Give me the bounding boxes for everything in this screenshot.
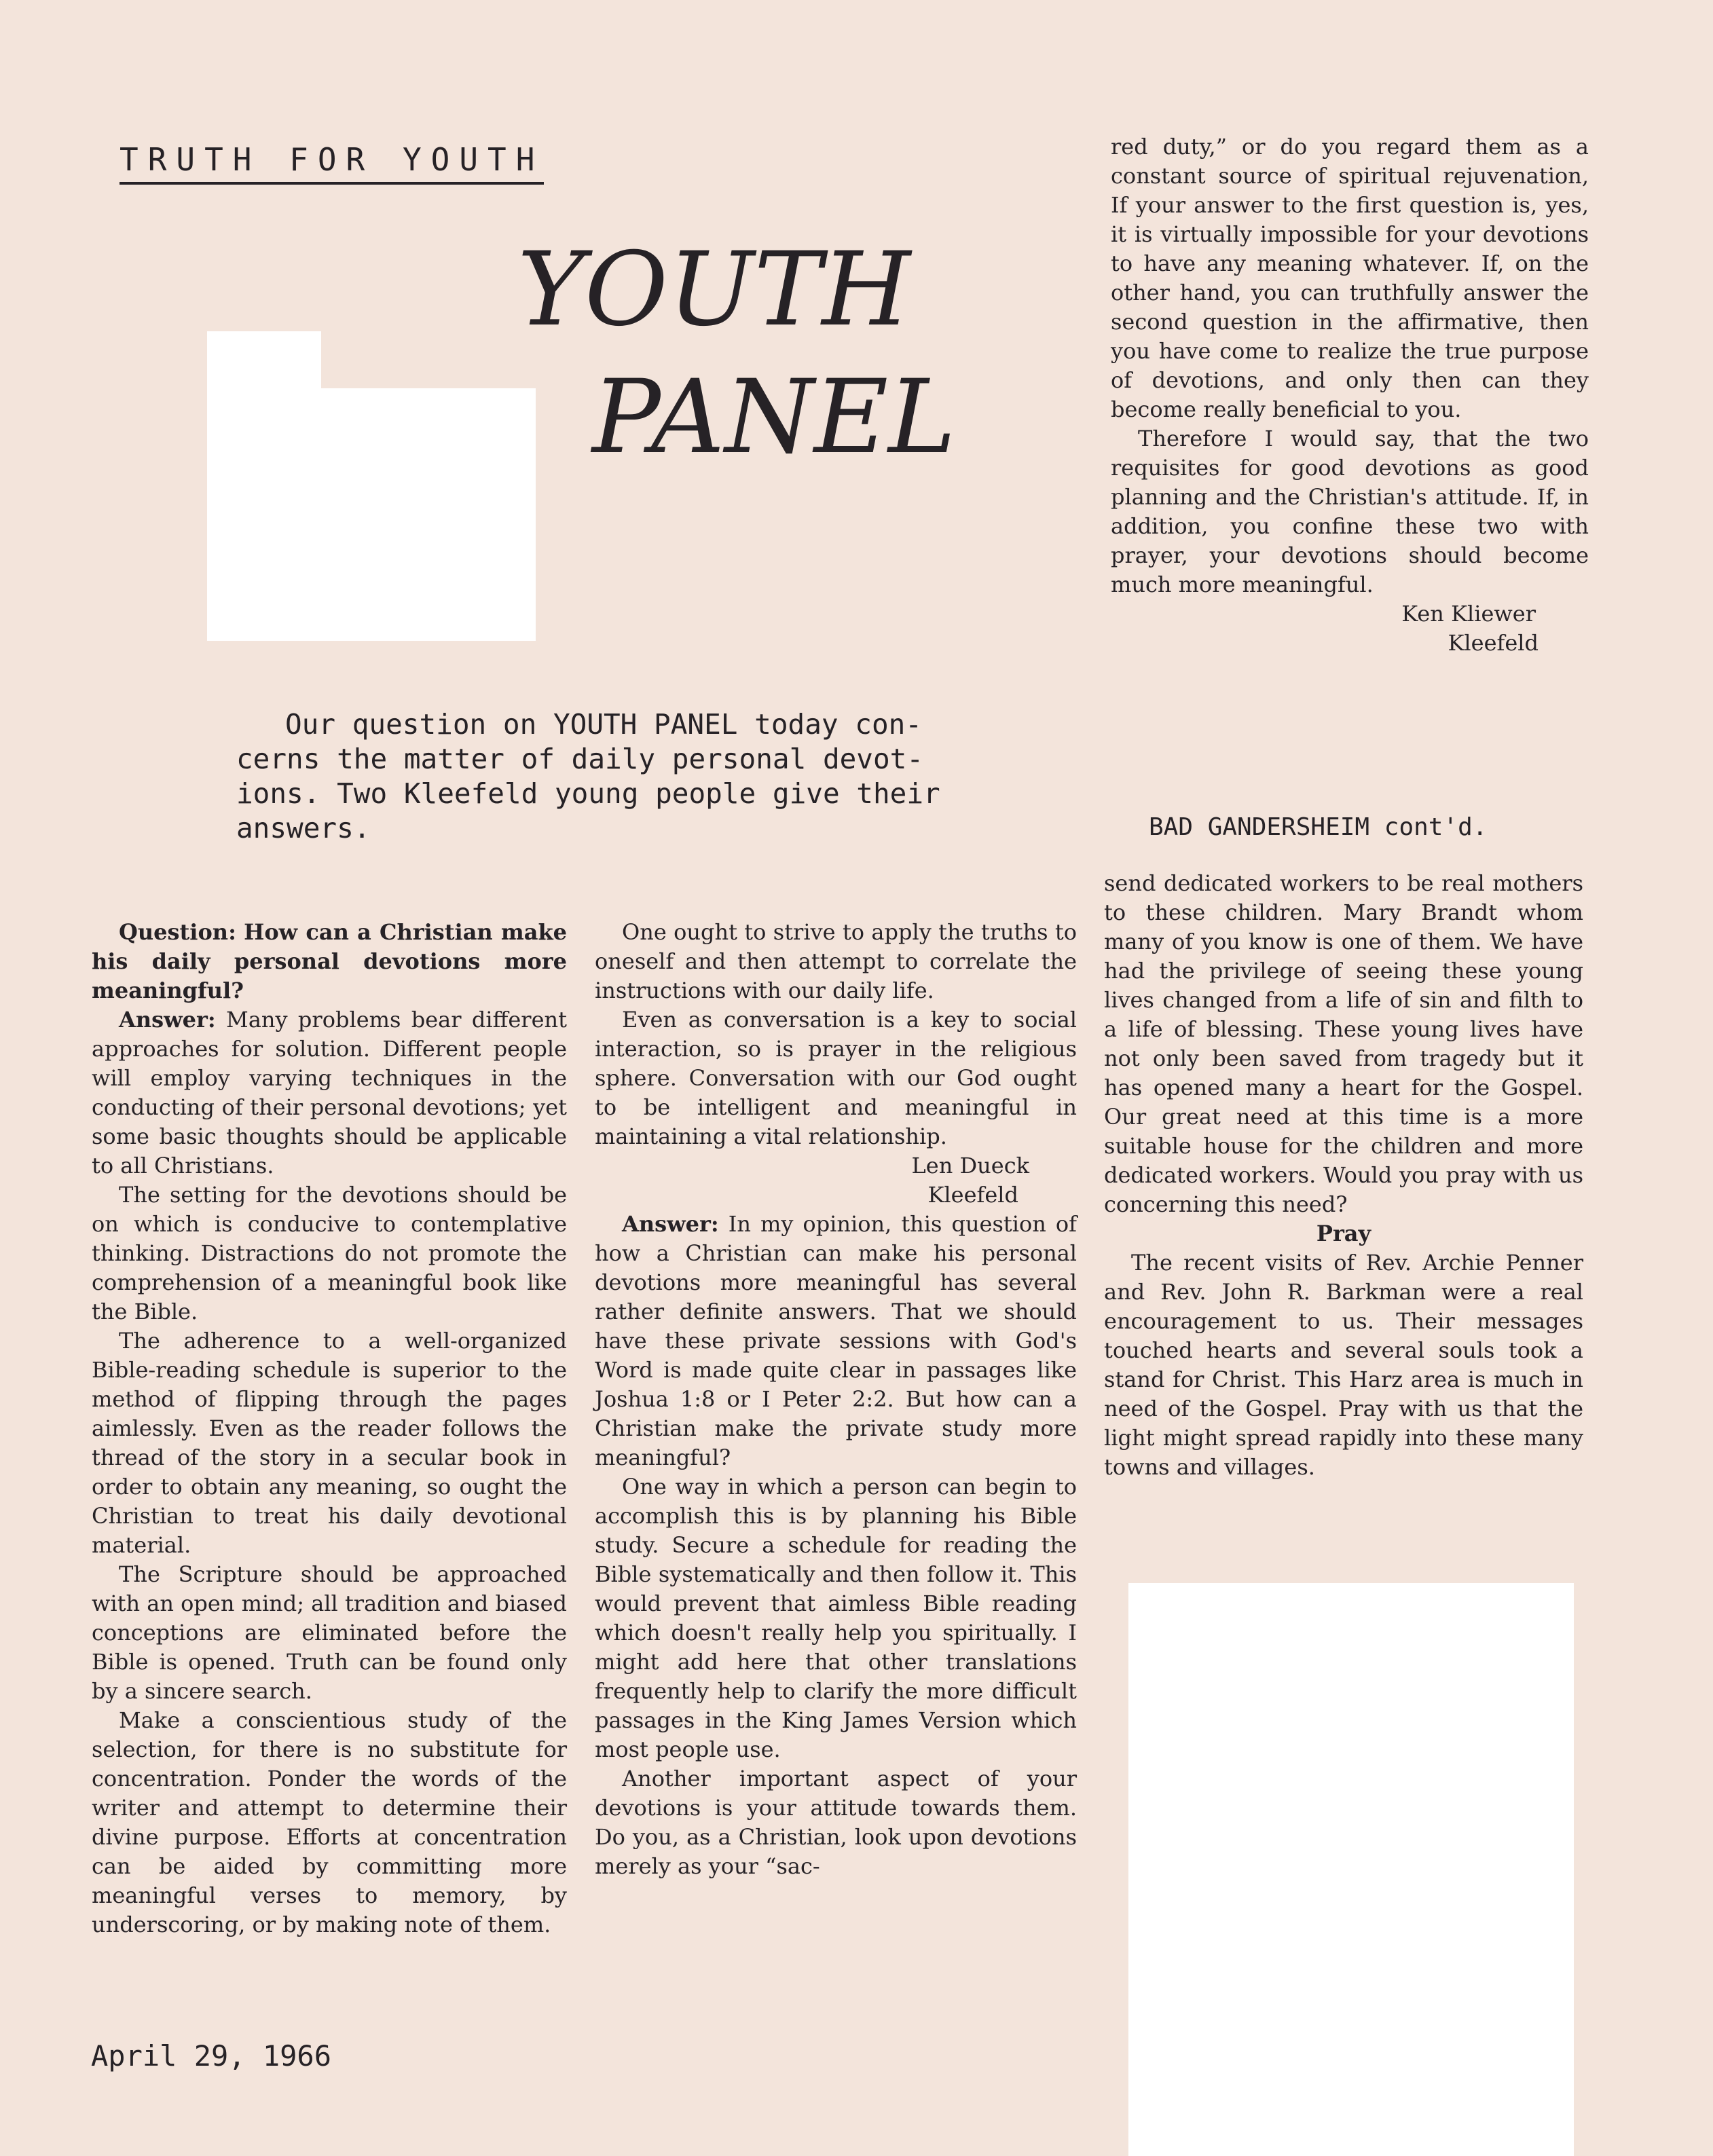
column-1	[92, 918, 567, 1939]
body-paragraph: One ought to strive to apply the truths to oneself and then attempt to correlate the instructions with our daily life.	[595, 919, 1077, 1003]
body-paragraph: Therefore I would say, that the two requisites for good devotions as good planning and the Christian's attitude. If, in addition, you confine these two with prayer, your devotions should become much more meaningful.	[1111, 426, 1589, 597]
body-paragraph: send dedicated workers to be real mothers to these children. Mary Brandt whom many of you know is one of them. We have had the privilege of seeing these young lives changed from a life of sin and filth to a life of blessing. These young lives have not only been saved from tragedy but it has opened many a heart for the Gospel. Our great need at this time is a more suitable house for the children and more dedicated workers. Would you pray with us concerning this need?	[1104, 870, 1583, 1217]
redacted-photo-bottom	[1128, 1583, 1574, 2156]
question-paragraph	[92, 918, 567, 1005]
signature-name: Len Dueck	[911, 1153, 1029, 1178]
signature-place: Kleefeld	[927, 1182, 1018, 1208]
answer-label: Answer:	[622, 1211, 719, 1237]
answer-text: Many problems bear different approaches for solution. Different people will employ varying techniques in the conducting of their personal devotions; yet some basic thoughts should be applicable to all Christians.	[92, 1007, 568, 1178]
question-label: Question:	[119, 919, 236, 945]
answer-text: In my opinion, this question of how a Christian can make his personal devotions more meaningful has several rather definite answers. That we should have these private sessions with God's Word is made quite clear in passages like Joshua 1:8 or I Peter 2:2. But how can a Christian make the private study more meaningful?	[595, 1211, 1077, 1470]
body-paragraph: red duty,” or do you regard them as a constant source of spiritual rejuvenation, If your answer to the first question is, yes, it is virtually impossible for your devotions to have any meaning whatever. If, on the other hand, you can truthfully answer the second question in the affirmative, then you have come to realize the true purpose of devotions, and only then can they become really beneficial to you.	[1111, 134, 1589, 422]
body-paragraph: The setting for the devotions should be on which is conducive to contemplative thinking. Distractions do not promote the comprehension of a meaningful book like the Bible.	[92, 1182, 567, 1324]
body-paragraph: Another important aspect of your devotions is your attitude towards them. Do you, as a Christian, look upon devotions merely as your “sac-	[595, 1766, 1077, 1879]
signature-place: Kleefeld	[1448, 630, 1539, 656]
column-3-top	[1111, 132, 1589, 658]
intro-line: ions. Two Kleefeld young people give their	[236, 777, 940, 810]
body-paragraph: The adherence to a well-organized Bible-reading schedule is superior to the method of flipping through the pages aimlessly. Even as the reader follows the thread of the story in a secular book in order to obtain any meaning, so ought the Christian to treat his daily devotional material.	[92, 1328, 567, 1558]
body-paragraph: The recent visits of Rev. Archie Penner and Rev. John R. Barkman were a real encouragement to us. Their messages touched hearts and several souls took a stand for Christ. This Harz area is much in need of the Gospel. Pray with us that the light might spread rapidly into these many towns and villages.	[1104, 1250, 1583, 1480]
section-kicker: TRUTH FOR YOUTH	[119, 141, 544, 185]
redacted-photo-top-tab	[207, 331, 321, 392]
intro-line: cerns the matter of daily personal devot-	[236, 743, 924, 775]
body-paragraph: The Scripture should be approached with an open mind; all tradition and biased conceptions are eliminated before the Bible is opened. Truth can be found only by a sincere search.	[92, 1561, 568, 1704]
answer-label: Answer:	[119, 1007, 216, 1033]
redacted-photo-top	[207, 388, 536, 641]
body-paragraph: One way in which a person can begin to accomplish this is by planning his Bible study. Secure a schedule for reading the Bible systematically and then follow it. This would prevent that aimless Bible reading which doesn't really help you spiritually. I might add here that other translations frequently help to clarify the more difficult passages in the King James Version which most people use.	[595, 1474, 1077, 1762]
page-title-line-2: PANEL	[592, 358, 956, 477]
body-paragraph: Make a conscientious study of the selection, for there is no substitute for concentration. Ponder the words of the writer and attempt to determine their divine purpose. Efforts at concentration can be aided by committing more meaningful verses to memory, by underscoring, or by making note of them.	[92, 1707, 567, 1937]
issue-date: April 29, 1966	[91, 2039, 332, 2073]
signature-name: Ken Kliewer	[1401, 601, 1536, 627]
intro-line: answers.	[236, 812, 371, 844]
intro-paragraph	[236, 707, 970, 846]
body-paragraph: Even as conversation is a key to social interaction, so is prayer in the religious sphere. Conversation with our God ought to be intelligent and meaningful in maintaining a vital relationship.	[595, 1007, 1077, 1149]
subheading: Pray	[1316, 1221, 1371, 1246]
column-2	[595, 918, 1077, 1881]
answer-paragraph	[595, 1210, 1077, 1472]
column-3-bottom	[1104, 869, 1583, 1482]
question-text: How can a Christian make his daily personal devotions more meaningful?	[92, 919, 568, 1003]
answer-paragraph	[92, 1005, 567, 1181]
page-title-line-1: YOUTH	[517, 231, 911, 349]
intro-line: Our question on YOUTH PANEL today con-	[285, 708, 922, 741]
section-heading: BAD GANDERSHEIM cont'd.	[1149, 813, 1488, 841]
